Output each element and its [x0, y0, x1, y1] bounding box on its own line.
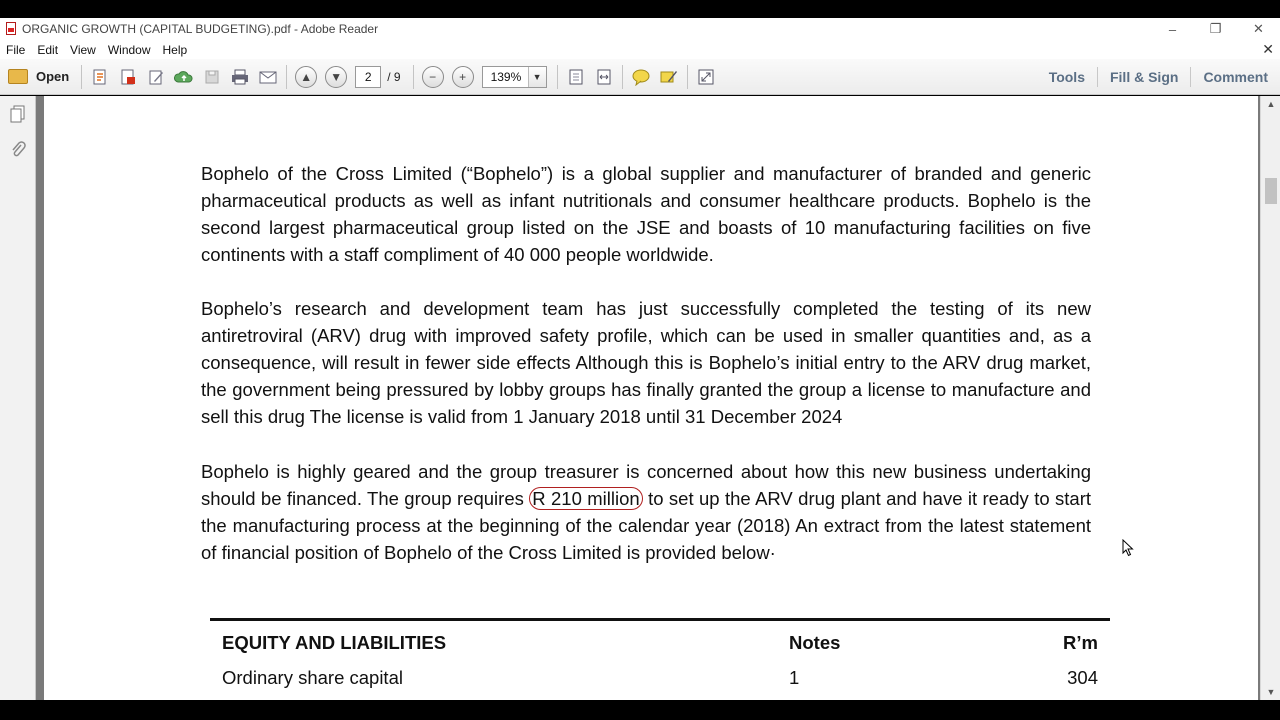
page-thumbnails-icon[interactable]	[4, 100, 32, 128]
toolbar-divider	[286, 65, 287, 89]
row-label: Ordinary share capital	[222, 667, 403, 688]
paragraph-3-text-b: to set up the ARV drug plant and have it ready to start the manufacturing process at the beginning of the calendar year (2018) An extract from the latest statement of financial position of Bophelo of the Cross Limited is provided below·	[201, 488, 1091, 563]
fit-width-icon[interactable]	[590, 63, 618, 91]
page-number-input[interactable]: 2	[355, 66, 381, 88]
close-button[interactable]: ✕	[1253, 21, 1264, 36]
email-icon[interactable]	[254, 63, 282, 91]
header-notes: Notes	[789, 632, 841, 653]
header-rm: R’m	[1063, 632, 1098, 653]
page-total: / 9	[387, 69, 401, 84]
pdf-app-icon	[4, 22, 18, 36]
row-value: 304	[1067, 667, 1098, 688]
title-bar	[0, 18, 1280, 40]
open-button[interactable]	[0, 63, 77, 91]
window-title: ORGANIC GROWTH (CAPITAL BUDGETING).pdf - Adobe Reader	[22, 22, 379, 36]
open-label: Open	[36, 69, 70, 84]
table-top-rule	[210, 618, 1110, 621]
screen-bottom-edge	[0, 700, 1280, 720]
close-document-icon[interactable]: ✕	[1262, 41, 1274, 57]
previous-page-icon[interactable]: ▲	[295, 66, 317, 88]
attachments-icon[interactable]	[4, 136, 32, 164]
header-equity-liabilities: EQUITY AND LIABILITIES	[222, 632, 447, 653]
highlighted-amount: R 210 million	[529, 487, 642, 510]
comment-link[interactable]: Comment	[1203, 69, 1268, 85]
toolbar-divider	[81, 65, 82, 89]
folder-icon	[8, 69, 28, 84]
paragraph-3-text-a: Bophelo is highly geared and the group treasurer is concerned about how this new business undertaking should be financed. The group requires	[201, 461, 1091, 509]
window-controls	[1151, 18, 1280, 40]
menu-view[interactable]: View	[70, 42, 96, 57]
vertical-scrollbar[interactable]	[1260, 96, 1280, 700]
scroll-down-icon[interactable]: ▼	[1266, 687, 1276, 697]
menu-window[interactable]: Window	[107, 42, 151, 57]
toolbar-divider	[687, 65, 688, 89]
zoom-value: 139%	[490, 69, 522, 84]
toolbar-divider	[557, 65, 558, 89]
zoom-in-icon[interactable]: +	[452, 66, 474, 88]
export-pdf-icon[interactable]	[114, 63, 142, 91]
navigation-pane	[0, 96, 36, 700]
zoom-out-icon[interactable]: −	[422, 66, 444, 88]
screen-top-edge	[0, 0, 1280, 18]
menu-edit[interactable]: Edit	[37, 42, 59, 57]
menu-bar	[0, 40, 1280, 59]
zoom-select[interactable]	[482, 66, 547, 88]
scrollbar-thumb[interactable]	[1265, 178, 1277, 204]
tools-link[interactable]: Tools	[1048, 69, 1085, 85]
save-icon[interactable]	[198, 63, 226, 91]
toolbar-divider	[622, 65, 623, 89]
scroll-up-icon[interactable]: ▲	[1266, 99, 1276, 109]
create-pdf-icon[interactable]	[86, 63, 114, 91]
sticky-note-icon[interactable]	[627, 63, 655, 91]
paragraph-3	[201, 458, 1091, 566]
paragraph-2: Bophelo’s research and development team has just successfully completed the testing of its new antiretroviral (ARV) drug with improved safety profile, which can be used in smaller quantities and, as a consequence, will result in fewer side effects Although this is Bophelo’s initial entry to the ARV drug market, the government being pressured by lobby groups has finally granted the group a license to manufacture and sell this drug The license is valid from 1 January 2018 until 31 December 2024	[201, 298, 1091, 427]
cloud-upload-icon[interactable]	[170, 63, 198, 91]
restore-button[interactable]: ❐	[1209, 21, 1222, 36]
minimize-button[interactable]: –	[1168, 21, 1177, 37]
menu-help[interactable]: Help	[162, 42, 188, 57]
next-page-icon[interactable]: ▼	[325, 66, 347, 88]
mouse-cursor-icon	[1122, 539, 1134, 557]
pdf-page	[44, 96, 1258, 700]
toolbar	[0, 59, 1280, 95]
task-pane-links	[1037, 59, 1280, 95]
full-screen-icon[interactable]	[692, 63, 720, 91]
row-note: 1	[789, 667, 800, 688]
menu-file[interactable]: File	[6, 42, 26, 57]
edit-pdf-icon[interactable]	[142, 63, 170, 91]
print-icon[interactable]	[226, 63, 254, 91]
document-view[interactable]	[36, 96, 1260, 700]
highlight-text-icon[interactable]	[655, 63, 683, 91]
chevron-down-icon[interactable]: ▼	[528, 67, 546, 87]
fit-page-icon[interactable]	[562, 63, 590, 91]
toolbar-divider	[413, 65, 414, 89]
fill-sign-link[interactable]: Fill & Sign	[1109, 69, 1179, 85]
paragraph-1: Bophelo of the Cross Limited (“Bophelo”) is a global supplier and manufacturer of branded and generic pharmaceutical products as well as infant nutritionals and consumer healthcare products. Bophelo is the second largest pharmaceutical group listed on the JSE and boasts of 10 manufacturing facilities on five continents with a staff compliment of 40 000 people worldwide.	[201, 163, 1091, 265]
